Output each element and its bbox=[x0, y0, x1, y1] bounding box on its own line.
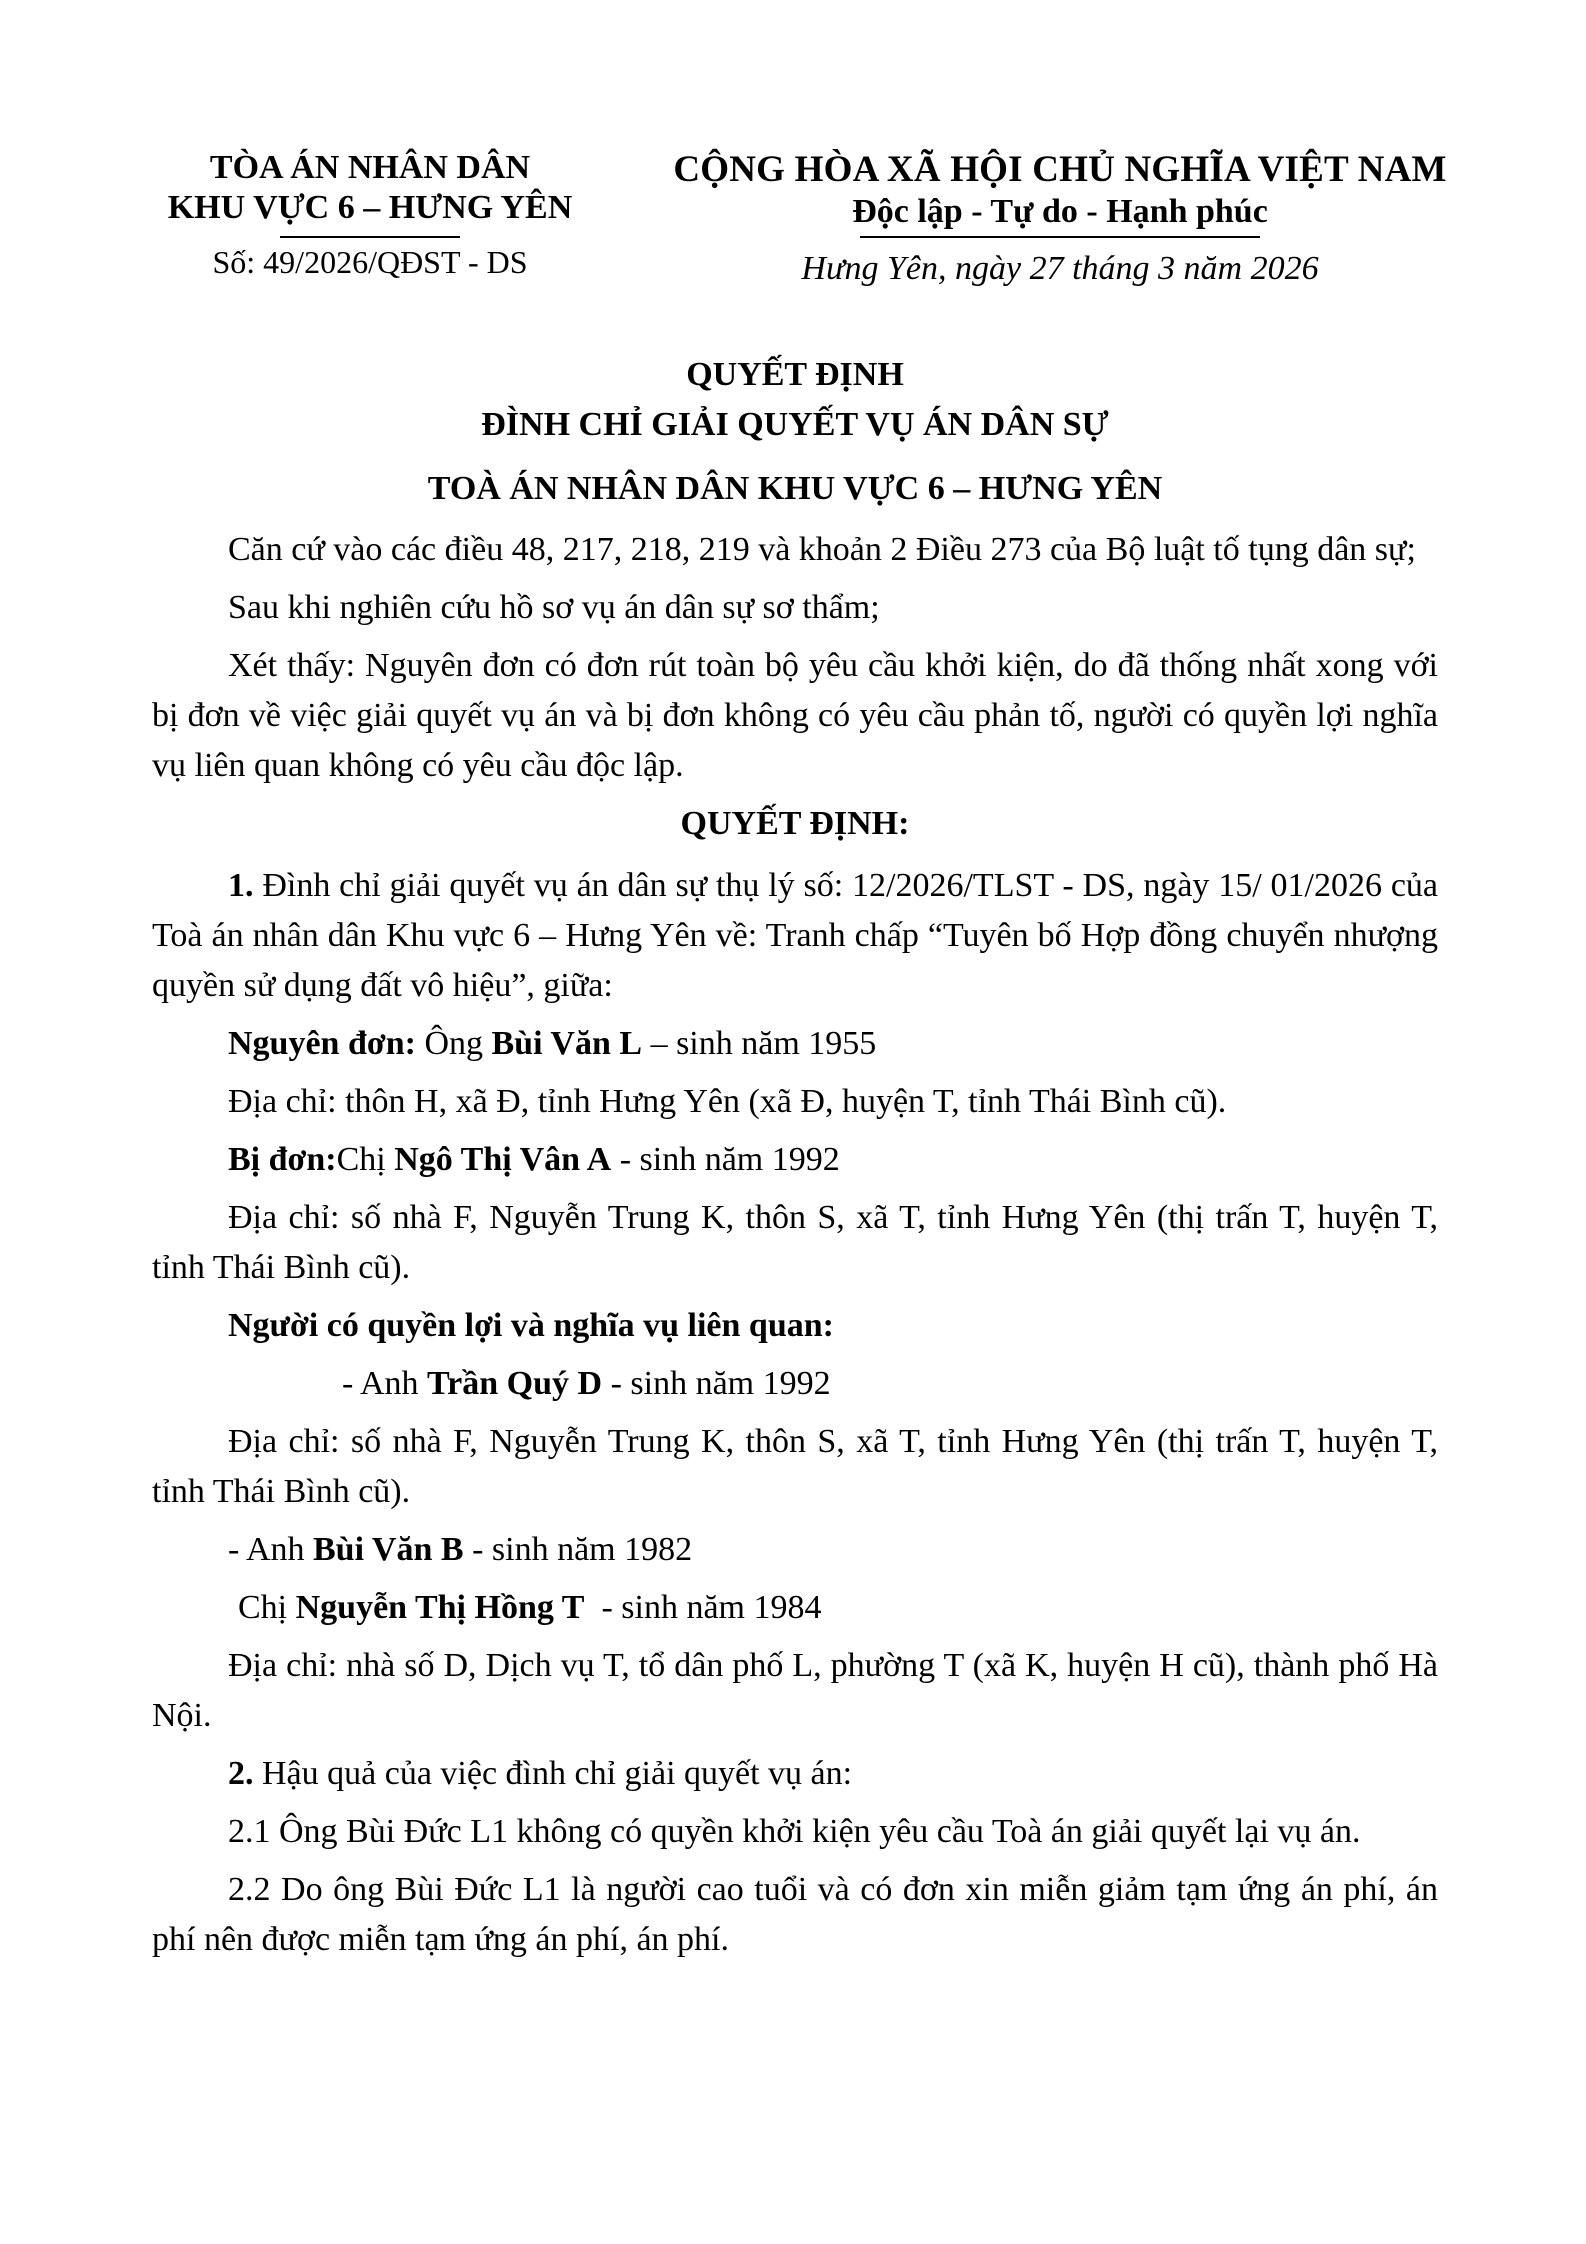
decision-heading: QUYẾT ĐỊNH: bbox=[680, 805, 910, 842]
item2-1-paragraph: 2.1 Ông Bùi Đức L1 không có quyền khởi kiện yêu cầu Toà án giải quyết lại vụ án. bbox=[228, 1813, 1361, 1850]
defendant-label: Bị đơn: bbox=[228, 1141, 337, 1178]
title-line3: TOÀ ÁN NHÂN DÂN KHU VỰC 6 – HƯNG YÊN bbox=[427, 470, 1163, 507]
basis-text: Căn cứ vào các điều 48, 217, 218, 219 và khoản 2 Điều 273 của Bộ luật tố tụng dân sự; bbox=[228, 531, 1416, 568]
document-body bbox=[152, 525, 1438, 1973]
related-person3-prefix: Chị bbox=[238, 1589, 296, 1626]
related-person2-birth: - sinh năm 1982 bbox=[463, 1531, 693, 1568]
related-person3-name: Nguyễn Thị Hồng T bbox=[295, 1589, 585, 1626]
item1-number: 1. bbox=[228, 867, 254, 904]
item1-text: Đình chỉ giải quyết vụ án dân sự thụ lý số: 12/2026/TLST - DS, ngày 15/ 01/2026 của Toà án nhân dân Khu vực 6 – Hưng Yên về: Tranh chấp “Tuyên bố Hợp đồng chuyển nhượng quyền sử dụng đất vô hiệu”, giữa: bbox=[152, 867, 1438, 1004]
basis-paragraph bbox=[152, 525, 1438, 575]
related-heading bbox=[152, 1301, 1438, 1351]
related-person2-name: Bùi Văn B bbox=[313, 1531, 464, 1568]
review-paragraph: Sau khi nghiên cứu hồ sơ vụ án dân sự sơ thẩm; bbox=[228, 589, 880, 626]
court-name-line2: KHU VỰC 6 – HƯNG YÊN bbox=[167, 189, 573, 226]
plaintiff-address: Địa chỉ: thôn H, xã Đ, tỉnh Hưng Yên (xã Đ, huyện T, tỉnh Thái Bình cũ). bbox=[228, 1083, 1227, 1120]
document-title bbox=[160, 350, 1430, 514]
header-divider-right bbox=[860, 236, 1260, 238]
defendant-line bbox=[152, 1135, 1438, 1185]
item2-2-paragraph: 2.2 Do ông Bùi Đức L1 là người cao tuổi và có đơn xin miễn giảm tạm ứng án phí, án phí nên được miễn tạm ứng án phí, án phí. bbox=[152, 1871, 1438, 1958]
court-name-line1: TÒA ÁN NHÂN DÂN bbox=[209, 149, 531, 186]
plaintiff-birth: – sinh năm 1955 bbox=[642, 1025, 877, 1062]
related-label: Người có quyền lợi và nghĩa vụ liên quan: bbox=[228, 1307, 834, 1344]
plaintiff-prefix: Ông bbox=[415, 1025, 492, 1062]
national-header bbox=[660, 148, 1460, 290]
related-person1 bbox=[152, 1359, 1438, 1409]
plaintiff-line bbox=[152, 1019, 1438, 1069]
national-motto: Độc lập - Tự do - Hạnh phúc bbox=[852, 193, 1268, 230]
related-persons-address: Địa chỉ: nhà số D, Dịch vụ T, tổ dân phố L, phường T (xã K, huyện H cũ), thành phố Hà Nội. bbox=[152, 1647, 1438, 1734]
title-line1: QUYẾT ĐỊNH bbox=[686, 356, 904, 393]
defendant-prefix: Chị bbox=[336, 1141, 395, 1178]
nation-name: CỘNG HÒA XÃ HỘI CHỦ NGHĨA VIỆT NAM bbox=[673, 149, 1447, 190]
related-person1-name: Trần Quý D bbox=[427, 1365, 603, 1402]
plaintiff-label: Nguyên đơn: bbox=[228, 1025, 416, 1062]
related-person2-prefix: - Anh bbox=[228, 1531, 313, 1568]
item1-paragraph bbox=[152, 861, 1438, 1011]
item2-paragraph bbox=[152, 1749, 1438, 1799]
place-date: Hưng Yên, ngày 27 tháng 3 năm 2026 bbox=[801, 250, 1319, 287]
defendant-address: Địa chỉ: số nhà F, Nguyễn Trung K, thôn S, xã T, tỉnh Hưng Yên (thị trấn T, huyện T, tỉnh Thái Bình cũ). bbox=[152, 1199, 1438, 1286]
related-person2 bbox=[152, 1525, 1438, 1575]
defendant-name: Ngô Thị Vân A bbox=[394, 1141, 612, 1178]
considering-paragraph: Xét thấy: Nguyên đơn có đơn rút toàn bộ yêu cầu khởi kiện, do đã thống nhất xong với bị đơn về việc giải quyết vụ án và bị đơn không có yêu cầu phản tố, người có quyền lợi nghĩa vụ liên quan không có yêu cầu độc lập. bbox=[152, 647, 1438, 784]
related-person1-address: Địa chỉ: số nhà F, Nguyễn Trung K, thôn S, xã T, tỉnh Hưng Yên (thị trấn T, huyện T, tỉnh Thái Bình cũ). bbox=[152, 1423, 1438, 1510]
related-person3-birth: - sinh năm 1984 bbox=[584, 1589, 822, 1626]
decision-number: Số: 49/2026/QĐST - DS bbox=[212, 244, 528, 280]
defendant-birth: - sinh năm 1992 bbox=[611, 1141, 840, 1178]
related-person3 bbox=[152, 1583, 1438, 1633]
header-divider-left bbox=[280, 236, 460, 238]
item2-number: 2. bbox=[228, 1755, 254, 1792]
court-header bbox=[160, 148, 580, 282]
item2-text: Hậu quả của việc đình chỉ giải quyết vụ án: bbox=[253, 1755, 853, 1792]
title-line2: ĐÌNH CHỈ GIẢI QUYẾT VỤ ÁN DÂN SỰ bbox=[481, 406, 1109, 443]
plaintiff-name: Bùi Văn L bbox=[491, 1025, 643, 1062]
related-person1-prefix: - Anh bbox=[342, 1365, 427, 1402]
related-person1-birth: - sinh năm 1992 bbox=[602, 1365, 831, 1402]
